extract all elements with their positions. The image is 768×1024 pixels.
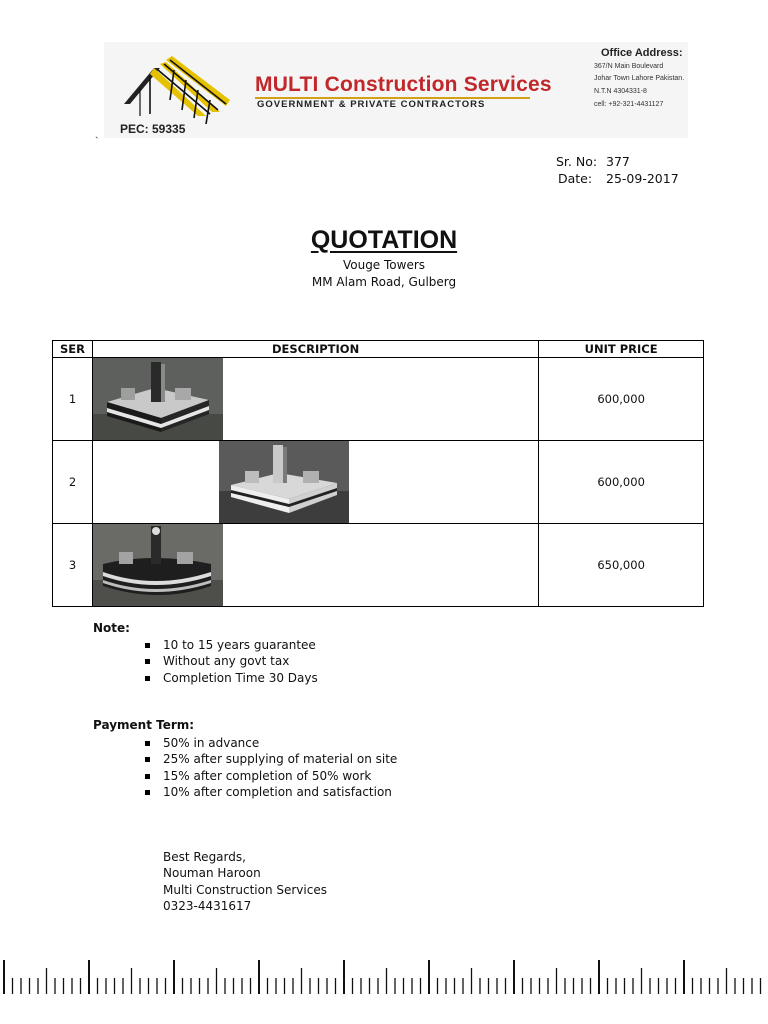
description-cell <box>92 524 538 607</box>
note-item: Completion Time 30 Days <box>145 670 318 686</box>
quotation-table <box>52 340 704 607</box>
ser-cell: 1 <box>53 358 93 441</box>
signature-greeting: Best Regards, <box>163 850 246 864</box>
roof-logo-icon <box>114 54 234 128</box>
company-tagline: GOVERNMENT & PRIVATE CONTRACTORS <box>257 99 486 110</box>
office-address-line: Johar Town Lahore Pakistan. <box>594 75 685 82</box>
unit-price-cell: 600,000 <box>539 441 704 524</box>
serial-number-label: Sr. No: <box>556 154 598 169</box>
signature-name: Nouman Haroon <box>163 866 261 880</box>
payment-term-item: 15% after completion of 50% work <box>145 768 397 784</box>
column-header-unit-price: UNIT PRICE <box>539 341 704 358</box>
signature-company: Multi Construction Services <box>163 883 327 897</box>
table-row <box>53 524 704 607</box>
column-header-ser: SER <box>53 341 93 358</box>
description-cell <box>92 358 538 441</box>
payment-term-list <box>145 735 397 800</box>
unit-price-cell: 600,000 <box>539 358 704 441</box>
note-item: 10 to 15 years guarantee <box>145 637 318 653</box>
payment-term-label: Payment Term: <box>93 718 195 732</box>
date-value: 25-09-2017 <box>606 171 679 186</box>
stray-mark: ` <box>95 136 99 148</box>
payment-term-item: 50% in advance <box>145 735 397 751</box>
quotation-title-wrap <box>0 226 768 255</box>
table-header-row <box>53 341 704 358</box>
office-address-title: Office Address: <box>601 47 683 59</box>
description-cell <box>92 441 538 524</box>
company-name: MULTI Construction Services <box>255 73 552 96</box>
kiosk-render-image <box>219 441 349 523</box>
payment-term-item: 10% after completion and satisfaction <box>145 784 397 800</box>
project-address: MM Alam Road, Gulberg <box>311 275 457 289</box>
note-list <box>145 637 318 686</box>
quotation-title: QUOTATION <box>310 226 458 254</box>
project-name: Vouge Towers <box>342 258 426 272</box>
pec-number: PEC: 59335 <box>120 122 186 136</box>
ser-cell: 2 <box>53 441 93 524</box>
serial-number-value: 377 <box>606 154 630 169</box>
office-address-line: 367/N Main Boulevard <box>594 63 664 70</box>
kiosk-render-image <box>93 358 223 440</box>
unit-price-cell: 650,000 <box>539 524 704 607</box>
column-header-description: DESCRIPTION <box>92 341 538 358</box>
kiosk-render-image <box>93 524 223 606</box>
note-label: Note: <box>93 621 130 635</box>
date-label: Date: <box>558 171 593 186</box>
office-ntn-line: N.T.N 4304331-8 <box>594 88 647 95</box>
page-ruler <box>0 958 768 996</box>
table-row <box>53 441 704 524</box>
office-cell-line: cell: +92-321-4431127 <box>594 101 664 108</box>
payment-term-item: 25% after supplying of material on site <box>145 751 397 767</box>
note-item: Without any govt tax <box>145 653 318 669</box>
table-row <box>53 358 704 441</box>
signature-phone: 0323-4431617 <box>163 899 252 913</box>
ser-cell: 3 <box>53 524 93 607</box>
